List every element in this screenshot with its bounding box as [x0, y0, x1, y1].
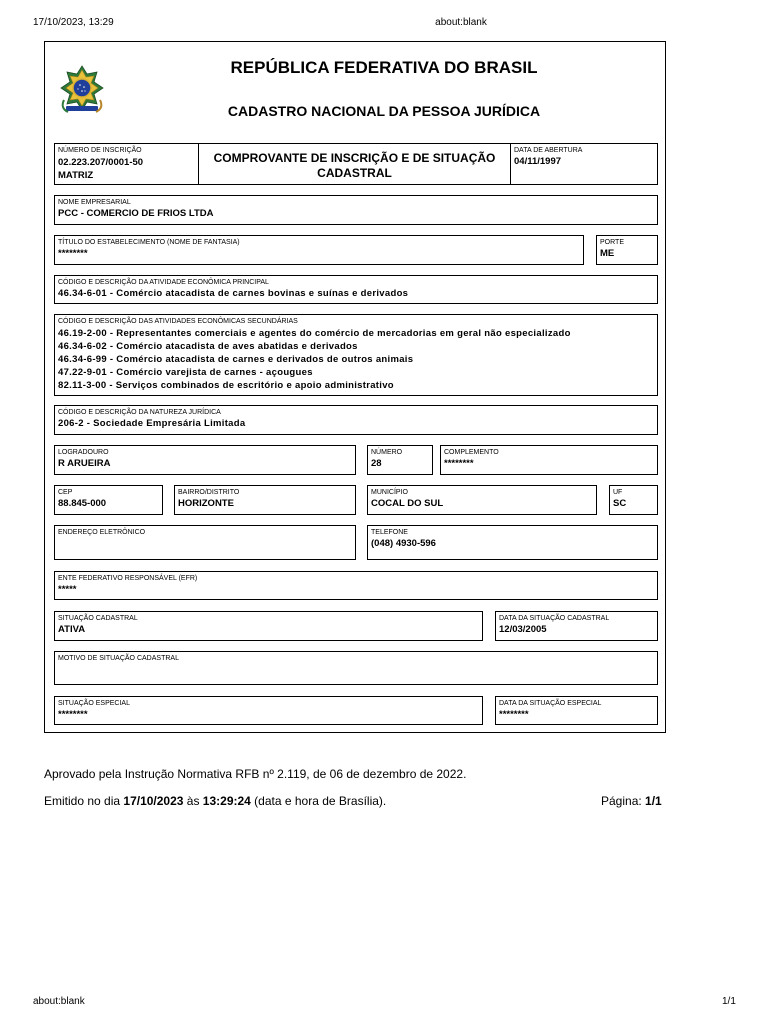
porte-value: ME — [600, 248, 615, 259]
natureza-juridica-box — [54, 405, 658, 435]
emission-time: 13:29:24 — [202, 794, 251, 808]
telefone-value: (048) 4930-596 — [371, 538, 436, 549]
cep-label: CEP — [58, 489, 73, 496]
efr-label: ENTE FEDERATIVO RESPONSÁVEL (EFR) — [58, 575, 198, 582]
data-situacao-especial-box — [495, 696, 658, 725]
efr-value: ***** — [58, 584, 77, 595]
situacao-value: ATIVA — [58, 624, 86, 635]
titulo-box — [54, 235, 584, 265]
page-title: REPÚBLICA FEDERATIVA DO BRASIL — [230, 58, 538, 77]
uf-label: UF — [613, 489, 623, 496]
bairro-label: BAIRRO/DISTRITO — [178, 489, 240, 496]
emission-line — [44, 794, 386, 808]
nome-empresarial-value: PCC - COMERCIO DE FRIOS LTDA — [58, 208, 214, 219]
emission-mid: às — [183, 794, 203, 808]
situacao-especial-label: SITUAÇÃO ESPECIAL — [58, 700, 130, 707]
page-indicator — [601, 794, 662, 808]
comprovante-title-2: CADASTRAL — [317, 166, 392, 180]
data-situacao-box — [495, 611, 658, 641]
emission-prefix: Emitido no dia — [44, 794, 124, 808]
atividades-secundarias-label: CÓDIGO E DESCRIÇÃO DAS ATIVIDADES ECONÔMICAS SECUNDÁRIAS — [58, 318, 298, 325]
comprovante-title-1: COMPROVANTE DE INSCRIÇÃO E DE SITUAÇÃO — [213, 151, 496, 165]
bairro-value: HORIZONTE — [178, 498, 234, 509]
atividades-secundarias-box — [54, 314, 658, 396]
email-label: ENDEREÇO ELETRÔNICO — [58, 529, 146, 536]
telefone-box — [367, 525, 658, 560]
page-label: Página: — [601, 794, 646, 808]
print-url-top: about:blank — [435, 17, 487, 28]
data-situacao-especial-value: ******** — [499, 709, 529, 720]
efr-box — [54, 571, 658, 600]
natureza-juridica-label: CÓDIGO E DESCRIÇÃO DA NATUREZA JURÍDICA — [58, 409, 221, 416]
data-situacao-value: 12/03/2005 — [499, 624, 547, 635]
page-subtitle: CADASTRO NACIONAL DA PESSOA JURÍDICA — [227, 103, 541, 119]
complemento-value: ******** — [444, 458, 474, 469]
nome-empresarial-label: NOME EMPRESARIAL — [58, 199, 131, 206]
page-value: 1/1 — [645, 794, 662, 808]
atividade-secundaria-item: 46.34-6-99 - Comércio atacadista de carnes e derivados de outros animais — [58, 354, 414, 365]
atividade-secundaria-item: 46.19-2-00 - Representantes comerciais e agentes do comércio de mercadorias em geral não especializado — [58, 328, 571, 339]
numero-box — [367, 445, 433, 475]
logradouro-label: LOGRADOURO — [58, 449, 109, 456]
atividade-principal-label: CÓDIGO E DESCRIÇÃO DA ATIVIDADE ECONÔMICA PRINCIPAL — [58, 279, 269, 286]
atividade-principal-box — [54, 275, 658, 304]
comprovante-box — [198, 143, 511, 185]
situacao-box — [54, 611, 483, 641]
cep-value: 88.845-000 — [58, 498, 107, 509]
telefone-label: TELEFONE — [371, 529, 408, 536]
data-abertura-box — [510, 143, 658, 185]
porte-label: PORTE — [600, 239, 624, 246]
logradouro-value: R ARUEIRA — [58, 458, 111, 469]
atividade-secundaria-item: 82.11-3-00 - Serviços combinados de escritório e apoio administrativo — [58, 380, 394, 391]
municipio-label: MUNICÍPIO — [371, 489, 408, 496]
emission-date: 17/10/2023 — [123, 794, 184, 808]
matriz-value: MATRIZ — [58, 170, 94, 181]
print-page-count: 1/1 — [722, 996, 736, 1007]
porte-box — [596, 235, 658, 265]
complemento-box — [440, 445, 658, 475]
data-situacao-especial-label: DATA DA SITUAÇÃO ESPECIAL — [499, 700, 602, 707]
municipio-box — [367, 485, 597, 515]
situacao-label: SITUAÇÃO CADASTRAL — [58, 615, 138, 622]
municipio-value: COCAL DO SUL — [371, 498, 444, 509]
data-situacao-label: DATA DA SITUAÇÃO CADASTRAL — [499, 615, 610, 622]
titulo-label: TÍTULO DO ESTABELECIMENTO (NOME DE FANTASIA) — [58, 239, 240, 246]
email-box — [54, 525, 356, 560]
numero-inscricao-box — [54, 143, 199, 185]
emission-suffix: (data e hora de Brasília). — [250, 794, 387, 808]
numero-label: NÚMERO — [371, 449, 403, 456]
cep-box — [54, 485, 163, 515]
numero-value: 28 — [371, 458, 382, 469]
data-abertura-value: 04/11/1997 — [514, 156, 562, 167]
bairro-box — [174, 485, 356, 515]
situacao-especial-box — [54, 696, 483, 725]
complemento-label: COMPLEMENTO — [444, 449, 499, 456]
motivo-label: MOTIVO DE SITUAÇÃO CADASTRAL — [58, 655, 179, 662]
uf-value: SC — [613, 498, 627, 509]
titulo-value: ******** — [58, 248, 88, 259]
motivo-box — [54, 651, 658, 685]
approval-note: Aprovado pela Instrução Normativa RFB nº 2.119, de 06 de dezembro de 2022. — [44, 767, 467, 781]
nome-empresarial-box — [54, 195, 658, 225]
numero-inscricao-label: NÚMERO DE INSCRIÇÃO — [58, 147, 142, 154]
print-url-bottom: about:blank — [33, 996, 85, 1007]
uf-box — [609, 485, 658, 515]
print-datetime: 17/10/2023, 13:29 — [33, 17, 114, 28]
numero-inscricao-value: 02.223.207/0001-50 — [58, 157, 144, 168]
natureza-juridica-value: 206-2 - Sociedade Empresária Limitada — [58, 418, 246, 429]
atividade-secundaria-item: 47.22-9-01 - Comércio varejista de carnes - açougues — [58, 367, 313, 378]
situacao-especial-value: ******** — [58, 709, 88, 720]
atividade-secundaria-item: 46.34-6-02 - Comércio atacadista de aves abatidas e derivados — [58, 341, 358, 352]
data-abertura-label: DATA DE ABERTURA — [514, 147, 583, 154]
logradouro-box — [54, 445, 356, 475]
atividade-principal-value: 46.34-6-01 - Comércio atacadista de carnes bovinas e suínas e derivados — [58, 288, 409, 299]
